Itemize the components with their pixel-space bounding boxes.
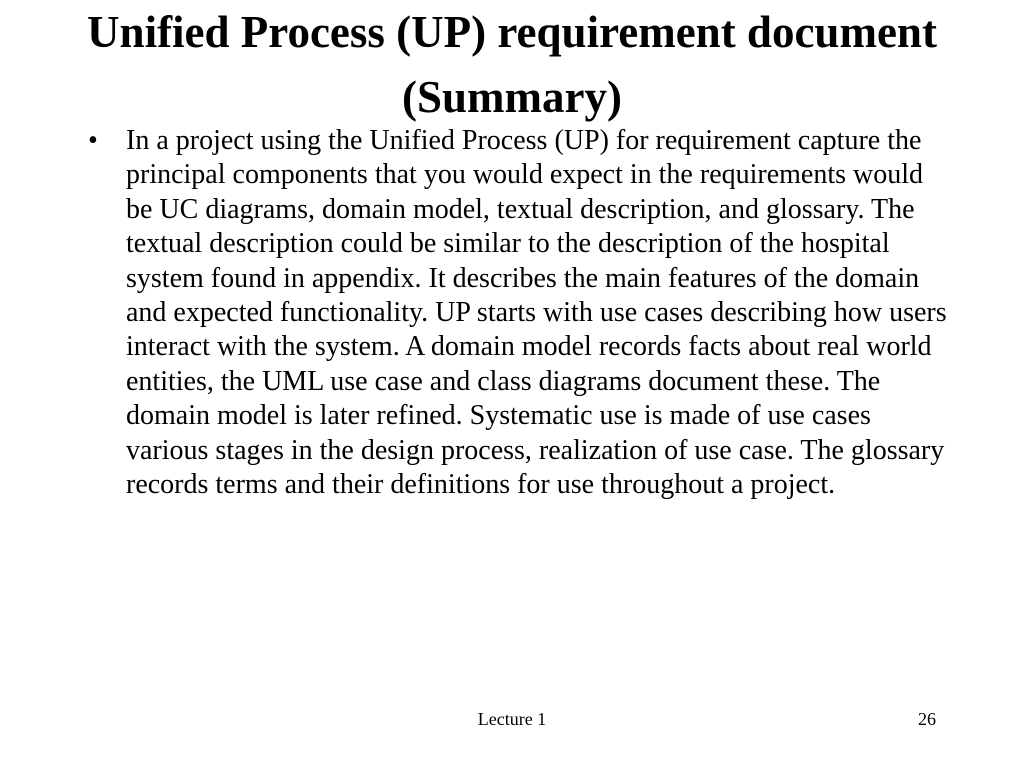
slide-title: Unified Process (UP) requirement document (Summary) [87, 7, 937, 122]
bullet-icon: • [88, 125, 98, 156]
bullet-item [88, 124, 948, 502]
footer-label: Lecture 1 [477, 709, 547, 729]
bullet-text: In a project using the Unified Process (UP) for requirement capture the principal components that you would expect in the requirements would be UC diagrams, domain model, textual description, and glossary. The textual description could be similar to the description of the hospital system found in appendix. It describes the main features of the domain and expected functionality. UP starts with use cases describing how users interact with the system. A domain model records facts about real world entities, the UML use case and class diagrams document these. The domain model is later refined. Systematic use is made of use cases various stages in the design process, realization of use case. The glossary records terms and their definitions for use throughout a project. [126, 125, 947, 501]
bullet-list [88, 124, 948, 502]
page-number: 26 [918, 709, 936, 729]
